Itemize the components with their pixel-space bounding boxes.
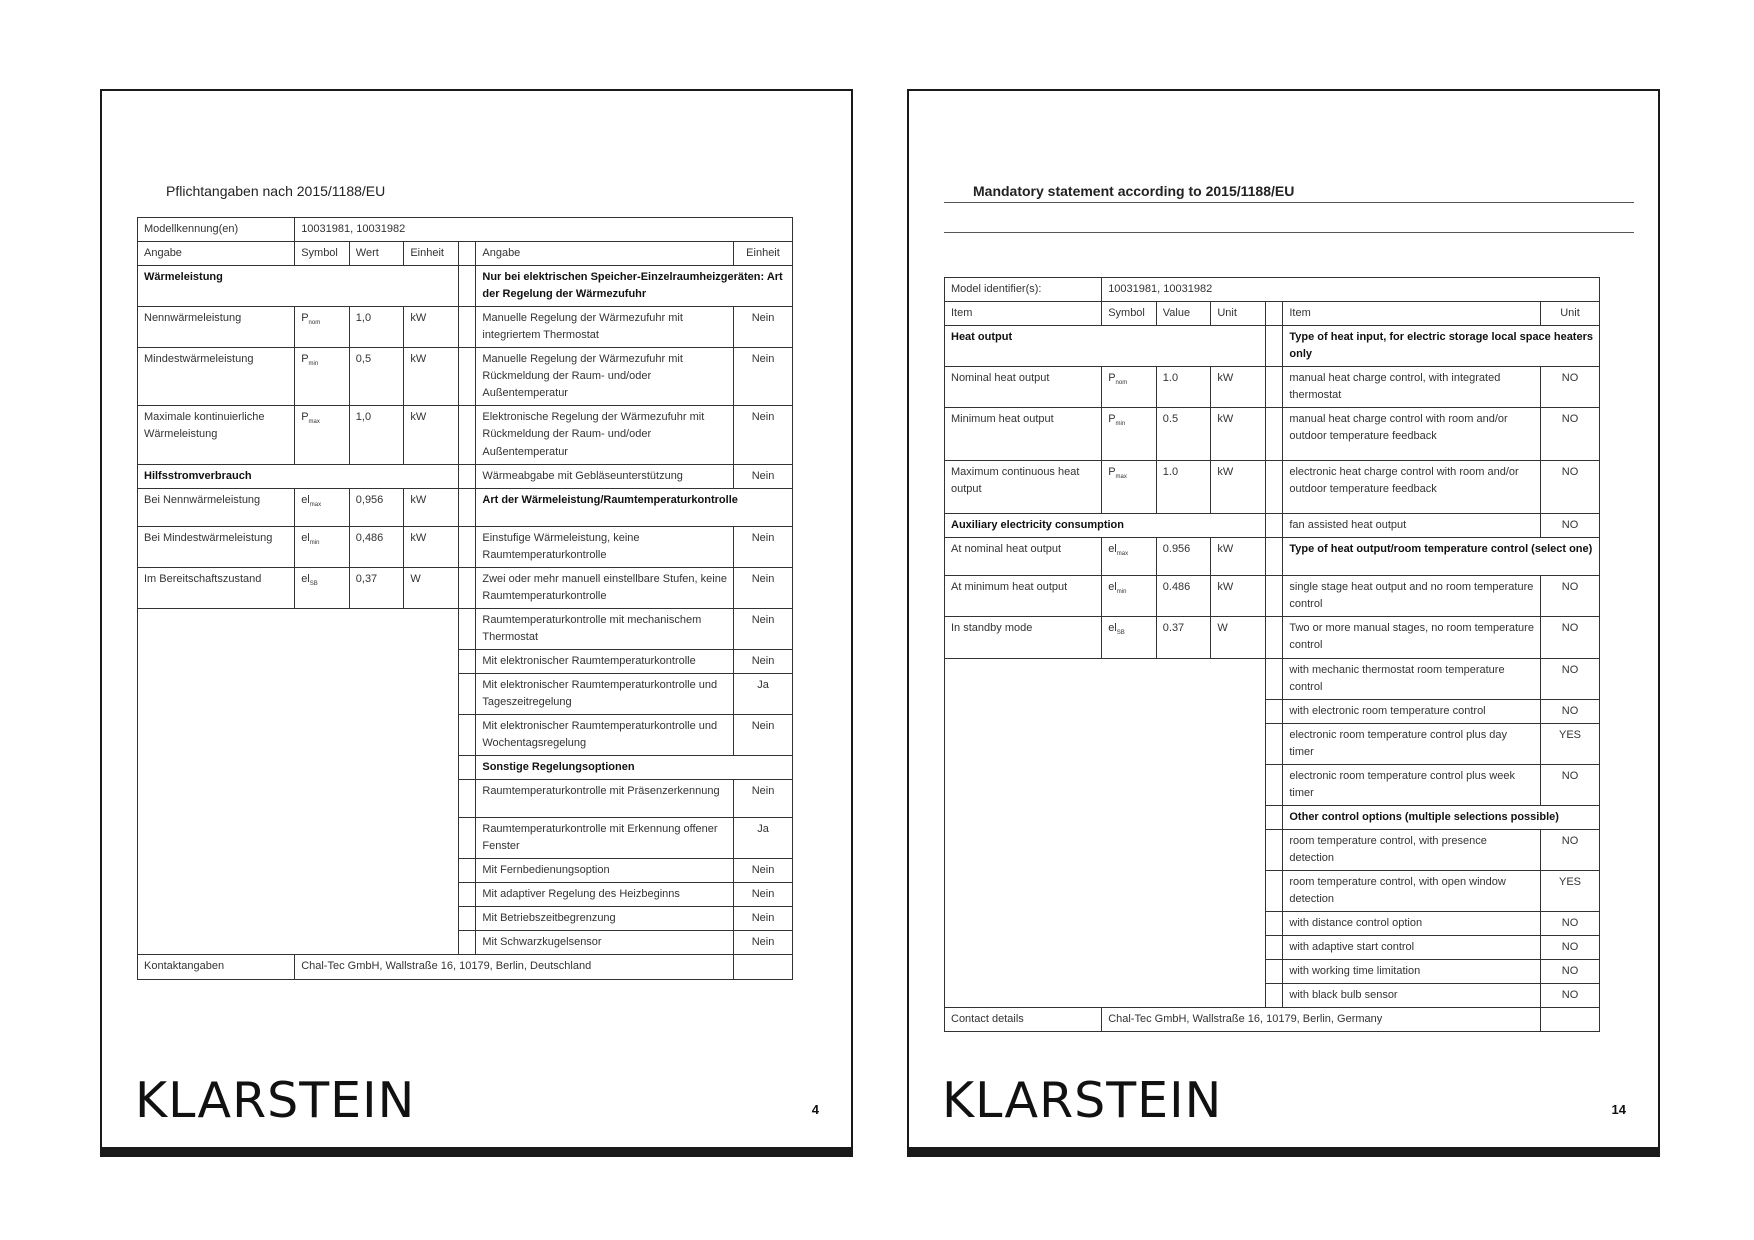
control-value: Nein <box>734 608 793 649</box>
param-value: 1,0 <box>349 406 404 464</box>
table-row <box>138 406 793 464</box>
contact-value: Chal-Tec GmbH, Wallstraße 16, 10179, Berlin, Deutschland <box>295 955 734 979</box>
control-value: NO <box>1541 514 1600 538</box>
table-row <box>945 408 1600 461</box>
symbol-subscript: max <box>308 419 320 426</box>
spacer-cell <box>458 266 475 307</box>
control-label: room temperature control, with presence detection <box>1283 829 1541 870</box>
param-unit: kW <box>1211 538 1266 576</box>
control-label: Elektronische Regelung der Wärmezufuhr mit Rückmeldung der Raum- und/oder Außentemperatur <box>476 406 734 464</box>
control-label: manual heat charge control, with integrated thermostat <box>1283 367 1541 408</box>
page-heading: Pflichtangaben nach 2015/1188/EU <box>166 183 386 199</box>
specification-table <box>944 277 1600 1032</box>
model-value: 10031981, 10031982 <box>1102 278 1600 302</box>
control-value: NO <box>1541 936 1600 960</box>
header-unit: Unit <box>1211 302 1266 326</box>
control-label: with black bulb sensor <box>1283 984 1541 1008</box>
param-unit: W <box>404 567 459 608</box>
spacer-cell <box>1265 408 1282 461</box>
control-label: with adaptive start control <box>1283 936 1541 960</box>
symbol-subscript: min <box>309 539 320 546</box>
table-row <box>138 218 793 242</box>
spacer-cell <box>1265 514 1282 538</box>
header-item: Item <box>945 302 1102 326</box>
control-value: Ja <box>734 818 793 859</box>
symbol-subscript: SB <box>1116 630 1125 637</box>
control-value: Nein <box>734 307 793 348</box>
control-value: Nein <box>734 859 793 883</box>
control-value: NO <box>1541 764 1600 805</box>
contact-value: Chal-Tec GmbH, Wallstraße 16, 10179, Berlin, Germany <box>1102 1008 1541 1032</box>
header-value: Wert <box>349 242 404 266</box>
spacer-cell <box>458 907 475 931</box>
page-number: 14 <box>1611 1102 1626 1117</box>
symbol-text: el <box>301 493 310 506</box>
param-unit: kW <box>404 406 459 464</box>
symbol-subscript: min <box>1116 589 1127 596</box>
param-label: At nominal heat output <box>945 538 1102 576</box>
footer-bar <box>100 1147 853 1157</box>
spacer-cell <box>1265 538 1282 576</box>
empty-cell <box>734 955 793 979</box>
symbol-text: P <box>1108 413 1116 426</box>
spacer-cell <box>458 348 475 406</box>
control-label: fan assisted heat output <box>1283 514 1541 538</box>
control-label: manual heat charge control with room and/or outdoor temperature feedback <box>1283 408 1541 461</box>
control-value: NO <box>1541 984 1600 1008</box>
param-symbol <box>295 488 350 526</box>
param-label: Minimum heat output <box>945 408 1102 461</box>
spacer-cell <box>458 715 475 756</box>
header-unit: Einheit <box>734 242 793 266</box>
control-label: single stage heat output and no room temperature control <box>1283 576 1541 617</box>
symbol-text: P <box>301 353 309 366</box>
symbol-text: el <box>301 572 310 585</box>
control-label: Manuelle Regelung der Wärmezufuhr mit integriertem Thermostat <box>476 307 734 348</box>
param-value: 1.0 <box>1156 461 1211 514</box>
section-storage-control: Nur bei elektrischen Speicher-Einzelraumheizgeräten: Art der Regelung der Wärmezufuhr <box>476 266 793 307</box>
section-heat-type: Type of heat output/room temperature control (select one) <box>1283 538 1600 576</box>
divider-line <box>944 202 1634 203</box>
table-row <box>138 955 793 979</box>
table-row <box>138 242 793 266</box>
spacer-cell <box>1265 617 1282 658</box>
control-value: Ja <box>734 673 793 714</box>
spacer-cell <box>1265 936 1282 960</box>
spacer-cell <box>458 780 475 818</box>
table-row <box>945 1008 1600 1032</box>
control-value: Nein <box>734 715 793 756</box>
control-value: NO <box>1541 461 1600 514</box>
spacer-cell <box>458 818 475 859</box>
symbol-text: el <box>301 531 310 544</box>
control-label: Two or more manual stages, no room temperature control <box>1283 617 1541 658</box>
contact-label: Kontaktangaben <box>138 955 295 979</box>
param-symbol <box>295 567 350 608</box>
control-label: Manuelle Regelung der Wärmezufuhr mit Rückmeldung der Raum- und/oder Außentemperatur <box>476 348 734 406</box>
param-value: 0,37 <box>349 567 404 608</box>
symbol-text: P <box>1108 466 1116 479</box>
spacer-cell <box>1265 302 1282 326</box>
param-label: Mindestwärmeleistung <box>138 348 295 406</box>
control-value: NO <box>1541 408 1600 461</box>
table-row <box>945 658 1600 699</box>
spacer-cell <box>458 406 475 464</box>
model-label: Model identifier(s): <box>945 278 1102 302</box>
spacer-cell <box>458 526 475 567</box>
control-value: Nein <box>734 406 793 464</box>
param-unit: W <box>1211 617 1266 658</box>
param-symbol <box>295 406 350 464</box>
header-symbol: Symbol <box>1102 302 1157 326</box>
table-row <box>138 608 793 649</box>
param-symbol <box>1102 461 1157 514</box>
spacer-cell <box>1265 829 1282 870</box>
param-symbol <box>1102 408 1157 461</box>
control-label: electronic heat charge control with room and/or outdoor temperature feedback <box>1283 461 1541 514</box>
spacer-cell <box>458 673 475 714</box>
spacer-cell <box>458 307 475 348</box>
control-label: Wärmeabgabe mit Gebläseunterstützung <box>476 464 734 488</box>
table-row <box>945 461 1600 514</box>
page-english <box>907 89 1660 1157</box>
page-german <box>100 89 853 1157</box>
spacer-cell <box>458 649 475 673</box>
table-row <box>945 302 1600 326</box>
control-value: NO <box>1541 699 1600 723</box>
control-value: Nein <box>734 464 793 488</box>
table-row <box>945 367 1600 408</box>
param-value: 0,956 <box>349 488 404 526</box>
table-row <box>945 514 1600 538</box>
table-row <box>138 488 793 526</box>
symbol-subscript: min <box>1115 421 1126 428</box>
spacer-cell <box>458 567 475 608</box>
param-value: 0.486 <box>1156 576 1211 617</box>
table-row <box>945 576 1600 617</box>
spacer-cell <box>1265 912 1282 936</box>
control-label: room temperature control, with open window detection <box>1283 870 1541 911</box>
section-aux-consumption: Auxiliary electricity consumption <box>945 514 1266 538</box>
control-value: Nein <box>734 780 793 818</box>
symbol-subscript: max <box>1115 474 1127 481</box>
table-row <box>945 617 1600 658</box>
control-value: Nein <box>734 931 793 955</box>
spacer-cell <box>458 608 475 649</box>
control-label: Mit Betriebszeitbegrenzung <box>476 907 734 931</box>
control-label: electronic room temperature control plus week timer <box>1283 764 1541 805</box>
param-label: Nennwärmeleistung <box>138 307 295 348</box>
spacer-cell <box>1265 367 1282 408</box>
control-value: YES <box>1541 723 1600 764</box>
symbol-subscript: max <box>309 501 322 508</box>
control-label: Mit Schwarzkugelsensor <box>476 931 734 955</box>
control-label: Mit adaptiver Regelung des Heizbeginns <box>476 883 734 907</box>
header-value: Value <box>1156 302 1211 326</box>
control-label: electronic room temperature control plus day timer <box>1283 723 1541 764</box>
param-label: At minimum heat output <box>945 576 1102 617</box>
control-value: NO <box>1541 912 1600 936</box>
control-label: Raumtemperaturkontrolle mit Präsenzerkennung <box>476 780 734 818</box>
param-label: In standby mode <box>945 617 1102 658</box>
control-label: Zwei oder mehr manuell einstellbare Stufen, keine Raumtemperaturkontrolle <box>476 567 734 608</box>
empty-block <box>138 608 459 955</box>
control-value: Nein <box>734 649 793 673</box>
empty-cell <box>1541 1008 1600 1032</box>
control-value: NO <box>1541 829 1600 870</box>
param-symbol <box>1102 617 1157 658</box>
section-aux-consumption: Hilfsstromverbrauch <box>138 464 459 488</box>
control-label: Einstufige Wärmeleistung, keine Raumtemperaturkontrolle <box>476 526 734 567</box>
param-label: Im Bereitschaftszustand <box>138 567 295 608</box>
table-row <box>138 307 793 348</box>
param-unit: kW <box>404 307 459 348</box>
spacer-cell <box>1265 870 1282 911</box>
spacer-cell <box>1265 576 1282 617</box>
param-unit: kW <box>404 526 459 567</box>
table-row <box>945 278 1600 302</box>
symbol-text: P <box>301 312 309 325</box>
symbol-text: el <box>1108 622 1117 635</box>
symbol-subscript: min <box>308 361 319 368</box>
footer-bar <box>907 1147 1660 1157</box>
control-label: with working time limitation <box>1283 960 1541 984</box>
header-item: Angabe <box>138 242 295 266</box>
header-unit: Unit <box>1541 302 1600 326</box>
param-unit: kW <box>1211 461 1266 514</box>
symbol-subscript: SB <box>309 580 318 587</box>
spacer-cell <box>458 488 475 526</box>
spacer-cell <box>458 464 475 488</box>
symbol-text: P <box>1108 372 1116 385</box>
brand-logo: KLARSTEIN <box>942 1072 1223 1129</box>
table-row <box>138 348 793 406</box>
param-value: 1.0 <box>1156 367 1211 408</box>
param-value: 0.5 <box>1156 408 1211 461</box>
specification-table <box>137 217 793 980</box>
param-label: Maximale kontinuierliche Wärmeleistung <box>138 406 295 464</box>
param-symbol <box>295 307 350 348</box>
spacer-cell <box>1265 764 1282 805</box>
symbol-text: el <box>1108 581 1117 594</box>
param-unit: kW <box>404 488 459 526</box>
control-value: Nein <box>734 348 793 406</box>
spacer-cell <box>1265 805 1282 829</box>
header-symbol: Symbol <box>295 242 350 266</box>
control-value: NO <box>1541 617 1600 658</box>
page-number: 4 <box>811 1102 819 1117</box>
control-label: Raumtemperaturkontrolle mit Erkennung offener Fenster <box>476 818 734 859</box>
param-unit: kW <box>1211 576 1266 617</box>
section-heat-output: Heat output <box>945 326 1266 367</box>
spacer-cell <box>458 931 475 955</box>
spacer-cell <box>1265 960 1282 984</box>
param-label: Bei Mindestwärmeleistung <box>138 526 295 567</box>
spacer-cell <box>1265 984 1282 1008</box>
section-other-options: Sonstige Regelungsoptionen <box>476 756 793 780</box>
param-symbol <box>1102 538 1157 576</box>
control-value: Nein <box>734 526 793 567</box>
param-value: 0,5 <box>349 348 404 406</box>
spacer-cell <box>1265 326 1282 367</box>
header-item: Angabe <box>476 242 734 266</box>
spacer-cell <box>458 883 475 907</box>
param-symbol <box>295 526 350 567</box>
symbol-subscript: max <box>1116 551 1129 558</box>
symbol-text: P <box>301 411 309 424</box>
param-value: 0.37 <box>1156 617 1211 658</box>
param-value: 0,486 <box>349 526 404 567</box>
param-label: Nominal heat output <box>945 367 1102 408</box>
section-heat-type: Art der Wärmeleistung/Raumtemperaturkontrolle <box>476 488 793 526</box>
page-heading: Mandatory statement according to 2015/1188/EU <box>973 183 1295 199</box>
spacer-cell <box>1265 461 1282 514</box>
symbol-subscript: nom <box>308 320 321 327</box>
control-label: with distance control option <box>1283 912 1541 936</box>
param-unit: kW <box>404 348 459 406</box>
param-value: 1,0 <box>349 307 404 348</box>
control-value: Nein <box>734 883 793 907</box>
param-symbol <box>295 348 350 406</box>
param-label: Maximum continuous heat output <box>945 461 1102 514</box>
control-value: NO <box>1541 658 1600 699</box>
symbol-text: el <box>1108 543 1117 556</box>
table-row <box>138 266 793 307</box>
spacer-cell <box>1265 699 1282 723</box>
control-value: Nein <box>734 907 793 931</box>
control-label: Mit elektronischer Raumtemperaturkontrolle und Wochentagsregelung <box>476 715 734 756</box>
control-value: Nein <box>734 567 793 608</box>
control-label: Mit elektronischer Raumtemperaturkontrolle und Tageszeitregelung <box>476 673 734 714</box>
spacer-cell <box>458 859 475 883</box>
param-unit: kW <box>1211 408 1266 461</box>
spacer-cell <box>458 242 475 266</box>
spacer-cell <box>458 756 475 780</box>
param-symbol <box>1102 367 1157 408</box>
control-value: NO <box>1541 576 1600 617</box>
table-row <box>945 326 1600 367</box>
section-other-options: Other control options (multiple selections possible) <box>1283 805 1600 829</box>
table-row <box>138 464 793 488</box>
param-label: Bei Nennwärmeleistung <box>138 488 295 526</box>
brand-logo: KLARSTEIN <box>135 1072 416 1129</box>
spacer-cell <box>1265 658 1282 699</box>
section-heat-output: Wärmeleistung <box>138 266 459 307</box>
control-label: Raumtemperaturkontrolle mit mechanischem Thermostat <box>476 608 734 649</box>
control-label: with mechanic thermostat room temperature control <box>1283 658 1541 699</box>
model-value: 10031981, 10031982 <box>295 218 793 242</box>
control-value: NO <box>1541 367 1600 408</box>
control-value: NO <box>1541 960 1600 984</box>
contact-label: Contact details <box>945 1008 1102 1032</box>
control-label: Mit elektronischer Raumtemperaturkontrolle <box>476 649 734 673</box>
control-value: YES <box>1541 870 1600 911</box>
param-value: 0.956 <box>1156 538 1211 576</box>
table-row <box>138 567 793 608</box>
empty-block <box>945 658 1266 1008</box>
divider-line <box>944 232 1634 233</box>
symbol-subscript: nom <box>1115 380 1128 387</box>
table-row <box>945 538 1600 576</box>
param-unit: kW <box>1211 367 1266 408</box>
header-item: Item <box>1283 302 1541 326</box>
table-row <box>138 526 793 567</box>
header-unit: Einheit <box>404 242 459 266</box>
param-symbol <box>1102 576 1157 617</box>
spacer-cell <box>1265 723 1282 764</box>
section-storage-control: Type of heat input, for electric storage local space heaters only <box>1283 326 1600 367</box>
model-label: Modellkennung(en) <box>138 218 295 242</box>
control-label: Mit Fernbedienungsoption <box>476 859 734 883</box>
control-label: with electronic room temperature control <box>1283 699 1541 723</box>
